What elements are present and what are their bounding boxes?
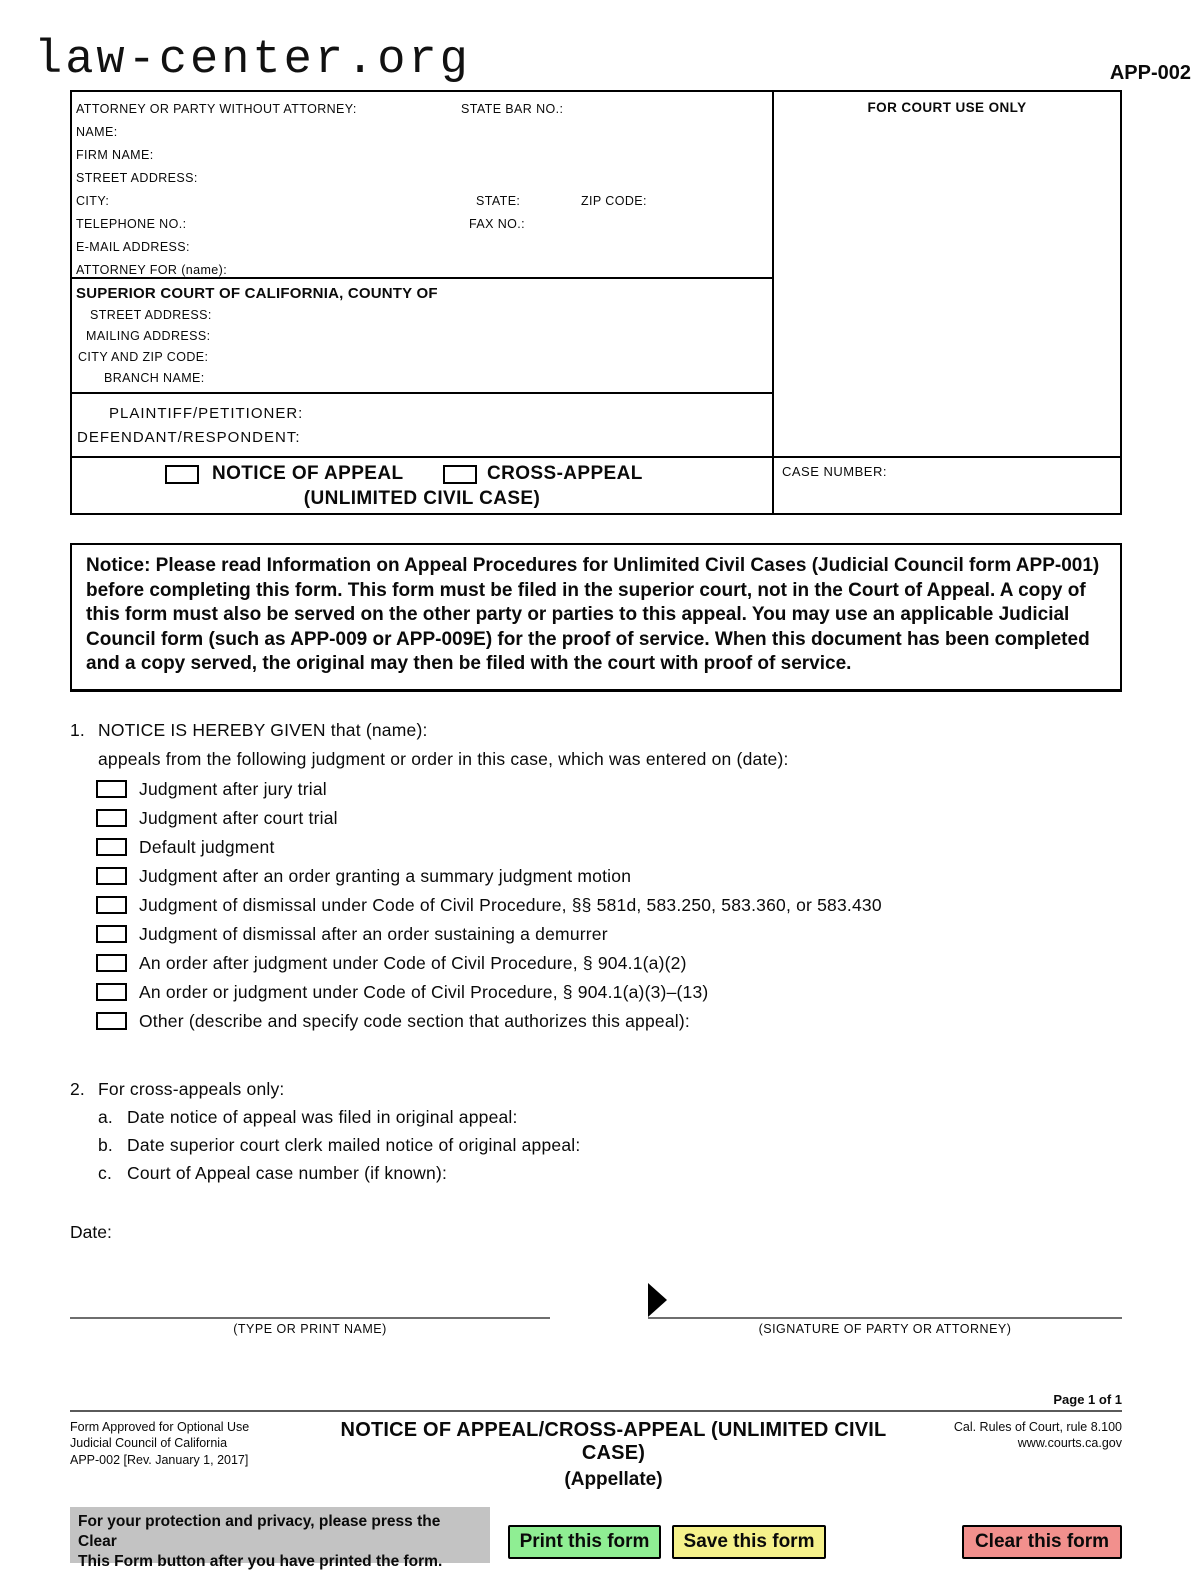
- cross-appeal-checkbox[interactable]: [443, 465, 477, 484]
- state-label: STATE:: [476, 194, 521, 208]
- save-form-button[interactable]: Save this form: [672, 1525, 826, 1559]
- print-name-caption: (TYPE OR PRINT NAME): [233, 1321, 387, 1336]
- caption-table: [70, 90, 1122, 515]
- footer-council-line: Judicial Council of California: [70, 1436, 228, 1450]
- option-label: An order after judgment under Code of Civil Procedure, § 904.1(a)(2): [139, 952, 687, 973]
- signature-area: [70, 1283, 1122, 1336]
- print-form-button[interactable]: Print this form: [508, 1525, 661, 1559]
- sub-item-b: [98, 1135, 1122, 1156]
- option-row: [96, 838, 1122, 857]
- action-bar: [70, 1507, 1122, 1570]
- sub-item-text: Court of Appeal case number (if known):: [127, 1162, 448, 1183]
- section-2-intro: For cross-appeals only:: [98, 1078, 285, 1099]
- option-label: An order or judgment under Code of Civil Procedure, § 904.1(a)(3)–(13): [139, 981, 709, 1002]
- court-street-label: STREET ADDRESS:: [90, 308, 212, 322]
- option-label: Judgment of dismissal after an order sustaining a demurrer: [139, 923, 608, 944]
- section-1: [70, 720, 1122, 1031]
- privacy-line-1: For your protection and privacy, please press the Clear: [78, 1512, 441, 1550]
- privacy-notice: [70, 1507, 490, 1570]
- attorney-info-section[interactable]: [72, 92, 772, 277]
- order-after-judgment-checkbox[interactable]: [96, 954, 127, 972]
- name-label: NAME:: [76, 125, 118, 139]
- signature-arrow-icon: [648, 1283, 667, 1317]
- option-row: [96, 809, 1122, 828]
- superior-court-title: SUPERIOR COURT OF CALIFORNIA, COUNTY OF: [76, 285, 438, 302]
- court-use-only-label: FOR COURT USE ONLY: [867, 100, 1027, 115]
- notice-of-appeal-label: NOTICE OF APPEAL: [212, 463, 404, 484]
- section-2-number: 2.: [70, 1078, 85, 1099]
- section-1-intro2: appeals from the following judgment or order in this case, which was entered on (date):: [98, 748, 789, 769]
- option-row: [96, 954, 1122, 973]
- plaintiff-label: PLAINTIFF/PETITIONER:: [109, 405, 304, 422]
- form-footer: [70, 1419, 1122, 1491]
- summary-judgment-checkbox[interactable]: [96, 867, 127, 885]
- footer-form-title: NOTICE OF APPEAL/CROSS-APPEAL (UNLIMITED CIVIL CASE): [340, 1418, 887, 1464]
- option-label: Judgment after jury trial: [139, 778, 327, 799]
- page-number: Page 1 of 1: [70, 1392, 1122, 1412]
- fax-label: FAX NO.:: [469, 217, 525, 231]
- telephone-label: TELEPHONE NO.:: [76, 217, 187, 231]
- sub-item-text: Date notice of appeal was filed in original appeal:: [127, 1106, 518, 1127]
- judgment-jury-trial-checkbox[interactable]: [96, 780, 127, 798]
- footer-rev-line: APP-002 [Rev. January 1, 2017]: [70, 1452, 249, 1467]
- court-branch-label: BRANCH NAME:: [104, 371, 205, 385]
- court-city-zip-label: CITY AND ZIP CODE:: [78, 350, 209, 364]
- email-label: E-MAIL ADDRESS:: [76, 240, 190, 254]
- option-row: [96, 867, 1122, 886]
- form-subtitle: (UNLIMITED CIVIL CASE): [303, 488, 541, 509]
- zip-code-label: ZIP CODE:: [581, 194, 647, 208]
- footer-rules-line: Cal. Rules of Court, rule 8.100: [953, 1419, 1122, 1434]
- site-logo: law-center.org: [34, 34, 471, 87]
- option-label: Judgment after an order granting a summary judgment motion: [139, 865, 632, 886]
- option-row: [96, 780, 1122, 799]
- option-row: [96, 983, 1122, 1002]
- defendant-label: DEFENDANT/RESPONDENT:: [77, 429, 301, 446]
- date-field-label[interactable]: Date:: [70, 1221, 112, 1242]
- default-judgment-checkbox[interactable]: [96, 838, 127, 856]
- form-number-label: APP-002: [1109, 62, 1191, 84]
- attorney-party-label: ATTORNEY OR PARTY WITHOUT ATTORNEY:: [76, 102, 357, 116]
- notice-instructions-box: Notice: Please read Information on Appeal Procedures for Unlimited Civil Cases (Judicial Council form APP-001) before completing this form. This form must be filed in the superior court, not in the Court of Appeal. A copy of this form must also be served on the other party or parties to this appeal. You may use an applicable Judicial Council form (such as APP-009 or APP-009E) for the proof of service. When this document has been completed and a copy served, the original may then be filed with the court with proof of service.: [70, 543, 1122, 692]
- sub-item-letter: a.: [98, 1106, 113, 1127]
- notice-of-appeal-checkbox[interactable]: [165, 465, 199, 484]
- attorney-for-label: ATTORNEY FOR (name):: [76, 263, 228, 277]
- parties-section[interactable]: [72, 392, 772, 456]
- option-row: [96, 925, 1122, 944]
- dismissal-ccp-checkbox[interactable]: [96, 896, 127, 914]
- sub-item-a: [98, 1107, 1122, 1128]
- footer-approved-line: Form Approved for Optional Use: [70, 1419, 250, 1434]
- option-row: [96, 896, 1122, 915]
- sub-item-letter: c.: [98, 1162, 113, 1183]
- court-mailing-label: MAILING ADDRESS:: [86, 329, 211, 343]
- sub-item-text: Date superior court clerk mailed notice of original appeal:: [127, 1134, 581, 1155]
- dismissal-demurrer-checkbox[interactable]: [96, 925, 127, 943]
- court-info-section[interactable]: [72, 277, 772, 392]
- option-label: Default judgment: [139, 836, 275, 857]
- section-2: [70, 1079, 1122, 1184]
- print-name-line[interactable]: [70, 1283, 550, 1319]
- firm-name-label: FIRM NAME:: [76, 148, 154, 162]
- signature-line[interactable]: [648, 1283, 1122, 1319]
- form-title-section: [72, 456, 772, 513]
- option-row: [96, 1012, 1122, 1031]
- case-number-label: CASE NUMBER:: [782, 464, 887, 479]
- sub-item-letter: b.: [98, 1134, 113, 1155]
- clear-form-button[interactable]: Clear this form: [962, 1525, 1122, 1559]
- site-header: [0, 0, 1191, 90]
- option-label: Judgment of dismissal under Code of Civil Procedure, §§ 581d, 583.250, 583.360, or 583.430: [139, 894, 882, 915]
- street-address-label: STREET ADDRESS:: [76, 171, 198, 185]
- section-1-number: 1.: [70, 719, 85, 740]
- section-1-intro: NOTICE IS HEREBY GIVEN that (name):: [98, 719, 428, 740]
- footer-form-subtitle: (Appellate): [564, 1468, 663, 1490]
- other-checkbox[interactable]: [96, 1012, 127, 1030]
- option-label: Other (describe and specify code section that authorizes this appeal):: [139, 1010, 690, 1031]
- order-or-judgment-checkbox[interactable]: [96, 983, 127, 1001]
- footer-url: www.courts.ca.gov: [1017, 1436, 1122, 1450]
- signature-caption: (SIGNATURE OF PARTY OR ATTORNEY): [758, 1321, 1012, 1336]
- option-label: Judgment after court trial: [139, 807, 338, 828]
- cross-appeal-label: CROSS-APPEAL: [487, 463, 643, 484]
- case-number-box[interactable]: [774, 456, 1120, 513]
- sub-item-c: [98, 1163, 1122, 1184]
- judgment-court-trial-checkbox[interactable]: [96, 809, 127, 827]
- privacy-line-2: This Form button after you have printed the form.: [78, 1552, 443, 1570]
- state-bar-label: STATE BAR NO.:: [461, 102, 564, 116]
- city-label: CITY:: [76, 194, 110, 208]
- court-use-only-box: [774, 92, 1120, 456]
